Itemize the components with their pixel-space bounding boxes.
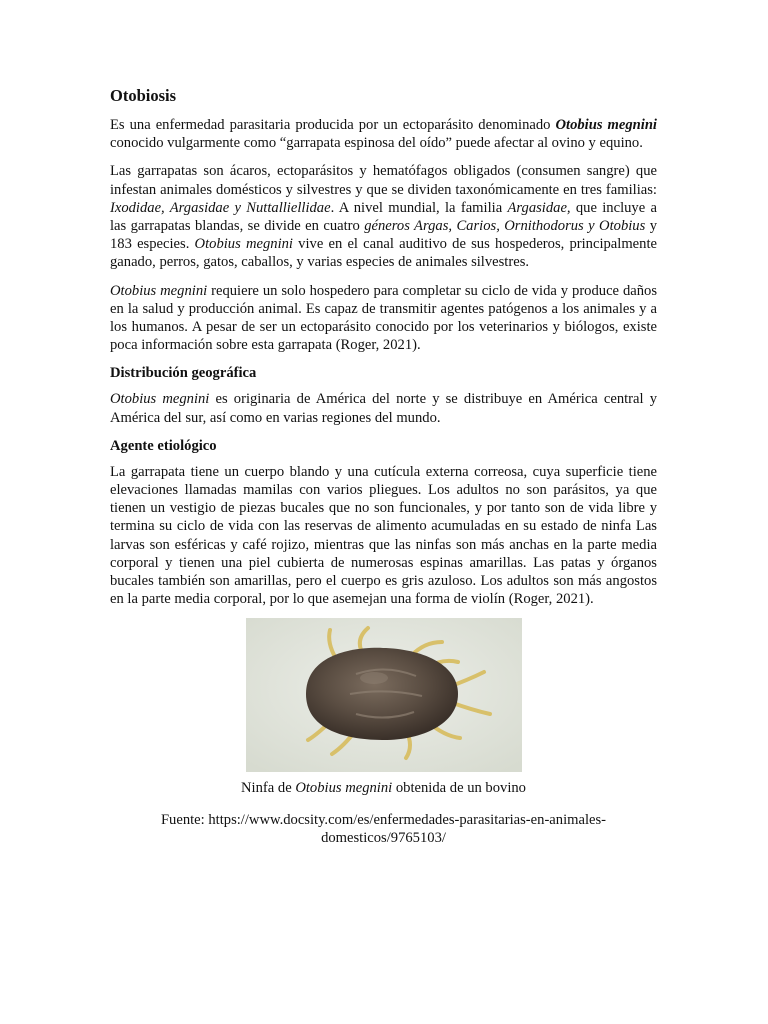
species-name: Otobius megnini [110,391,210,408]
ticks-text-2: . A nivel mundial, la familia [330,199,508,216]
section-heading-etiologic-agent: Agente etiológico [110,437,217,454]
source-line-1: Fuente: https://www.docsity.com/es/enfermedades-parasitarias-en-animales- [160,812,607,829]
section-heading-distribution: Distribución geográfica [110,365,257,382]
caption-text-2: obtenida de un bovino [392,780,526,797]
distribution-paragraph [110,390,657,426]
species-name: Otobius megnini [194,236,293,253]
intro-text-2: conocido vulgarmente como “garrapata espinosa del oído” puede afectar al ovino y equino. [110,135,643,152]
intro-paragraph [110,116,657,152]
families-names: Ixodidae, Argasidae y Nuttalliellidae [110,199,331,216]
species-name: Otobius megnini [110,282,208,299]
etiologic-paragraph: La garrapata tiene un cuerpo blando y una cutícula externa correosa, cuya superficie tiene elevaciones llamadas mamilas con varios pliegues. Los adultos no son parásitos, ya que tienen un vestigio de piezas bucales que no son funcionales, y por tanto son de vida libre y termina su ciclo de vida con las reservas de alimento acumuladas en su estado de ninfa Las larvas son esféricas y café rojizo, mientras que las ninfas son más anchas en la parte media corporal y tienen una piel cubierta de numerosas espinas amarillas. Las patas y órganos bucales también son amarillas, pero el cuerpo es gris azuloso. Los adultos son más angostos en la parte media corporal, por lo que asemejan una forma de violín (Roger, 2021). [110,463,657,608]
host-paragraph [110,282,657,355]
ticks-text-3: que incluye a las garrapatas blandas, se divide en cuatro [110,199,657,235]
species-name: Otobius megnini [295,780,393,797]
source-line-2: domesticos/9765103/ [321,830,446,847]
figure-source [110,811,657,847]
distribution-text: es originaria de América del norte y se distribuye en América central y América del sur, así como en varias regiones del mundo. [110,391,658,426]
figure-caption [110,779,657,797]
species-name: Otobius megnini [555,117,657,133]
genera-names: géneros Argas, Carios, Ornithodorus y Otobius [364,218,646,235]
caption-text-1: Ninfa de [241,780,296,797]
family-argasidae: Argasidae, [507,199,571,216]
host-text: requiere un solo hospedero para completar su ciclo de vida y produce daños en la salud y producción animal. Es capaz de transmitir agentes patógenos a los animales y a los humanos. A pesar de ser un ectoparásito conocido por los veterinarios y biólogos, existe poca información sobre esta garrapata (Roger, 2021). [110,282,657,354]
tick-nymph-photo [246,618,522,772]
document-page [110,86,657,847]
page-title: Otobiosis [110,86,177,105]
figure-container [110,618,657,772]
ticks-text-1: Las garrapatas son ácaros, ectoparásitos y hematófagos obligados (consumen sangre) que infestan animales domésticos y silvestres y que se dividen taxonómicamente en tres familias: [110,163,657,198]
ticks-text-4: y 183 especies. [110,218,658,253]
ticks-paragraph [110,162,657,271]
ticks-text-5: vive en el canal auditivo de sus hospederos, principalmente ganado, perros, gatos, caballos, y varias especies de animales silvestres. [110,236,657,271]
intro-text-1: Es una enfermedad parasitaria producida por un ectoparásito denominado [110,117,556,133]
